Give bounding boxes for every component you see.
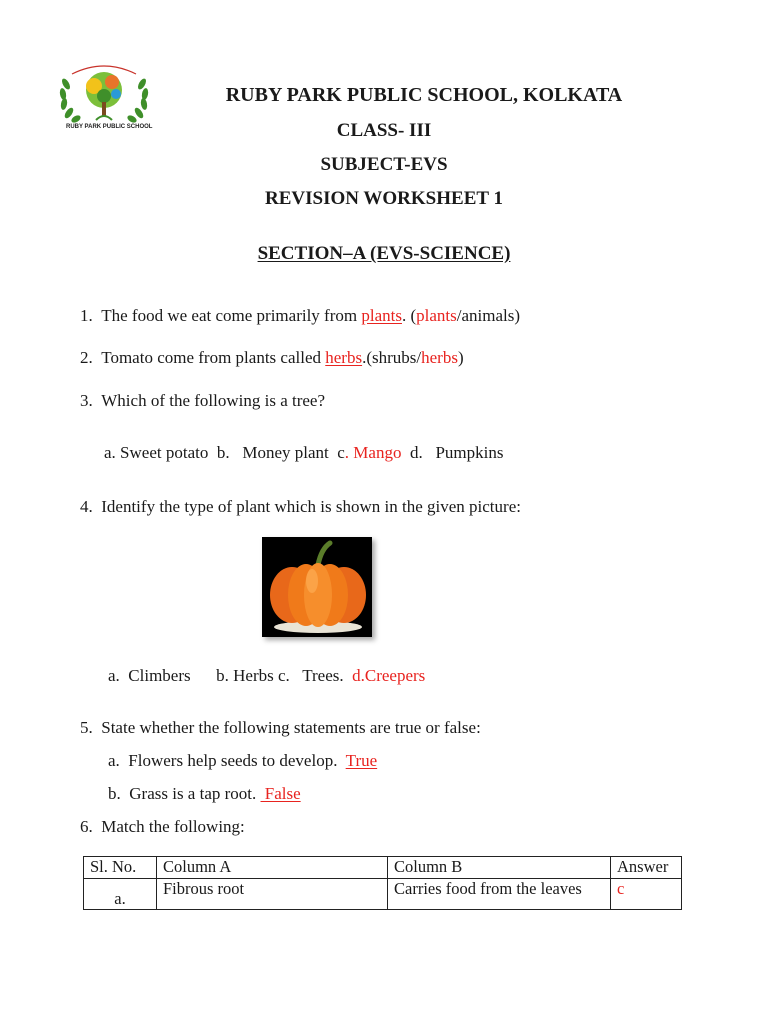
- answer-text: herbs: [325, 348, 363, 367]
- table-header-row: [84, 857, 682, 879]
- table-row: [84, 879, 682, 910]
- match-table: [83, 856, 682, 910]
- question-1: 1. The food we eat come primarily from plants. (plants/animals): [80, 306, 521, 325]
- question-text: Which of the following is a tree?: [101, 391, 326, 410]
- header-column-b: Column B: [388, 857, 611, 879]
- answer-text: Mango: [349, 443, 402, 462]
- question-text: Tomato come from plants called: [101, 348, 326, 367]
- row-sl: a.: [84, 879, 157, 910]
- question-text: Identify the type of plant which is shown in the given picture:: [101, 497, 521, 516]
- header-answer: Answer: [611, 857, 682, 879]
- question-5: [80, 718, 481, 738]
- question-number: 2.: [80, 348, 93, 367]
- question-text: State whether the following statements are true or false:: [101, 718, 481, 737]
- question-text: Match the following:: [101, 817, 245, 836]
- worksheet-title: REVISION WORKSHEET 1: [265, 188, 503, 209]
- question-5a: a. Flowers help seeds to develop. True: [108, 751, 378, 770]
- row-column-b: Carries food from the leaves: [388, 879, 611, 910]
- pumpkin-image: [262, 537, 372, 637]
- question-number: 6.: [80, 817, 93, 836]
- header-sl-no: Sl. No.: [84, 857, 157, 879]
- pumpkin-icon: [262, 537, 372, 637]
- question-3: [80, 391, 325, 411]
- question-text: The food we eat come primarily from: [101, 306, 362, 325]
- answer-text: True: [345, 751, 378, 770]
- class-label: CLASS- III: [336, 120, 432, 141]
- question-number: 1.: [80, 306, 93, 325]
- section-title: SECTION–A (EVS-SCIENCE): [257, 243, 511, 264]
- header-column-a: Column A: [157, 857, 388, 879]
- answer-text: plants: [361, 306, 402, 325]
- question-2: 2. Tomato come from plants called herbs.(shrubs/herbs): [80, 348, 464, 367]
- answer-text: False: [260, 784, 301, 803]
- row-column-a: Fibrous root: [157, 879, 388, 910]
- answer-text: d.Creepers: [352, 666, 426, 685]
- question-number: 3.: [80, 391, 93, 410]
- question-5b: b. Grass is a tap root. False: [108, 784, 301, 803]
- question-3-options: a. Sweet potato b. Money plant c. Mango d. Pumpkins: [104, 443, 504, 462]
- logo-caption: RUBY PARK PUBLIC SCHOOL: [66, 124, 153, 130]
- question-number: 4.: [80, 497, 93, 516]
- subject-label: SUBJECT-EVS: [320, 154, 448, 175]
- question-number: 5.: [80, 718, 93, 737]
- question-4-options: a. Climbers b. Herbs c. Trees. d.Creepers: [108, 666, 426, 685]
- question-6: [80, 817, 245, 837]
- answer-option: plants: [416, 306, 457, 325]
- row-answer: c: [611, 879, 682, 910]
- answer-option: herbs: [421, 348, 458, 367]
- question-4: [80, 497, 521, 517]
- school-name: RUBY PARK PUBLIC SCHOOL, KOLKATA: [225, 84, 623, 106]
